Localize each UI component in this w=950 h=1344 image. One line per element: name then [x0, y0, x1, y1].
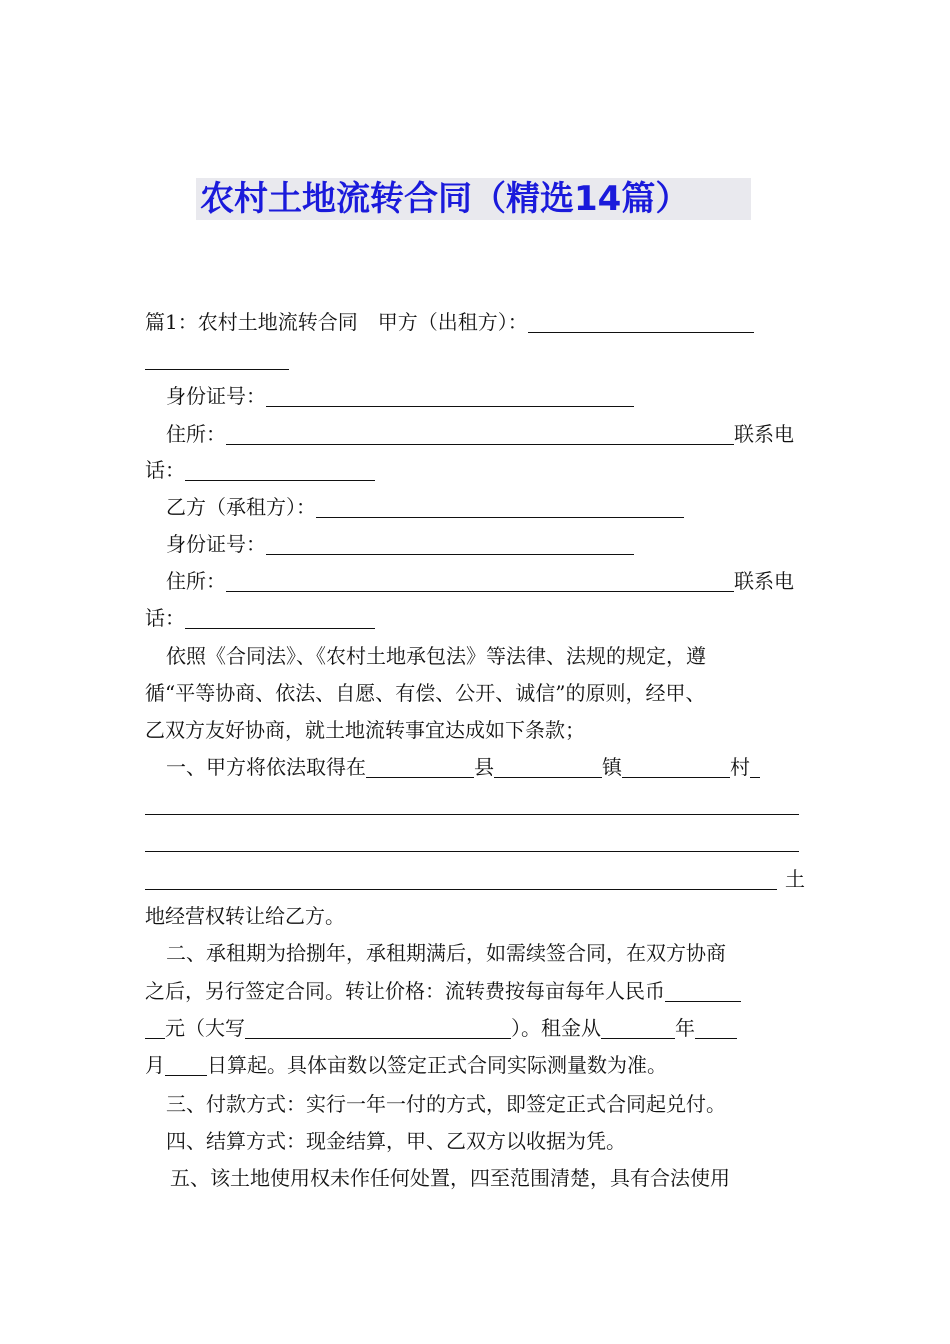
price-blank [665, 979, 741, 1002]
date-text: 日算起。具体亩数以签定正式合同实际测量数为准。 [207, 1053, 667, 1077]
line-phone-b [145, 604, 807, 632]
town-blank [494, 755, 602, 778]
rent-from-label: ）。租金从 [511, 1016, 601, 1040]
month-label: 月 [145, 1053, 165, 1077]
line-party-b [145, 493, 828, 521]
party-a-label: 篇1：农村土地流转合同 甲方（出租方）： [145, 310, 528, 334]
id-blank [266, 384, 634, 407]
town-label: 镇 [602, 755, 622, 779]
blank-line [145, 790, 807, 818]
paragraph-line: 三、付款方式：实行一年一付的方式，即签定正式合同起兑付。 [166, 1092, 726, 1116]
amount-words-blank [245, 1016, 511, 1039]
party-a-blank [528, 310, 754, 333]
long-blank [145, 829, 799, 852]
party-b-blank [316, 495, 684, 518]
price-line [145, 977, 807, 1005]
phone-label-end: 话： [145, 458, 185, 482]
price-text: 之后，另行签定合同。转让价格：流转费按每亩每年人民币 [145, 979, 665, 1003]
amount-label: 元（大写 [165, 1016, 245, 1040]
year-blank [601, 1016, 675, 1039]
line-address-a [145, 420, 828, 448]
address-label: 住所： [166, 422, 226, 446]
line-party-a [145, 308, 807, 336]
paragraph-line: 五、该土地使用权未作任何处置，四至范围清楚，具有合法使用 [170, 1166, 730, 1190]
amount-line [145, 1014, 807, 1042]
land-label: 土 [785, 867, 805, 891]
line-party-a-cont [145, 345, 807, 373]
document-title: 农村土地流转合同（精选14篇） [200, 179, 690, 219]
phone-label-start: 联系电 [734, 422, 794, 446]
county-label: 县 [474, 755, 494, 779]
village-label: 村 [730, 755, 750, 779]
blank-line [145, 827, 807, 855]
paragraph-line: 依照《合同法》、《农村土地承包法》等法律、法规的规定，遵 [166, 644, 706, 668]
phone-label-end: 话： [145, 606, 185, 630]
line-id-b [145, 530, 828, 558]
phone-label-start: 联系电 [734, 569, 794, 593]
phone-blank [185, 606, 375, 629]
blank-line [145, 865, 807, 893]
village-blank-tail [750, 755, 760, 778]
party-a-blank-cont [145, 347, 289, 370]
year-label: 年 [675, 1016, 695, 1040]
long-blank [145, 792, 799, 815]
price-blank-cont [145, 1016, 165, 1039]
line-id-a [145, 382, 828, 410]
paragraph-line: 地经营权转让给乙方。 [145, 904, 345, 928]
clause-1-line [145, 753, 828, 781]
clause-1-text: 一、甲方将依法取得在 [166, 755, 366, 779]
day-blank [165, 1053, 207, 1076]
address-blank [226, 422, 734, 445]
phone-blank [185, 458, 375, 481]
line-phone-a [145, 456, 807, 484]
line-address-b [145, 567, 828, 595]
paragraph-line: 二、承租期为拾捌年，承租期满后，如需续签合同，在双方协商 [166, 941, 726, 965]
date-line [145, 1051, 807, 1079]
paragraph-line: 乙双方友好协商，就土地流转事宜达成如下条款； [145, 718, 585, 742]
address-blank [226, 569, 734, 592]
id-label: 身份证号： [166, 532, 266, 556]
paragraph-line: 循“平等协商、依法、自愿、有偿、公开、诚信”的原则，经甲、 [145, 681, 706, 705]
id-blank [266, 532, 634, 555]
village-blank [622, 755, 730, 778]
id-label: 身份证号： [166, 384, 266, 408]
long-blank [145, 867, 777, 890]
paragraph-line: 四、结算方式：现金结算，甲、乙双方以收据为凭。 [166, 1129, 626, 1153]
county-blank [366, 755, 474, 778]
party-b-label: 乙方（承租方）： [166, 495, 316, 519]
month-blank [695, 1016, 737, 1039]
address-label: 住所： [166, 569, 226, 593]
